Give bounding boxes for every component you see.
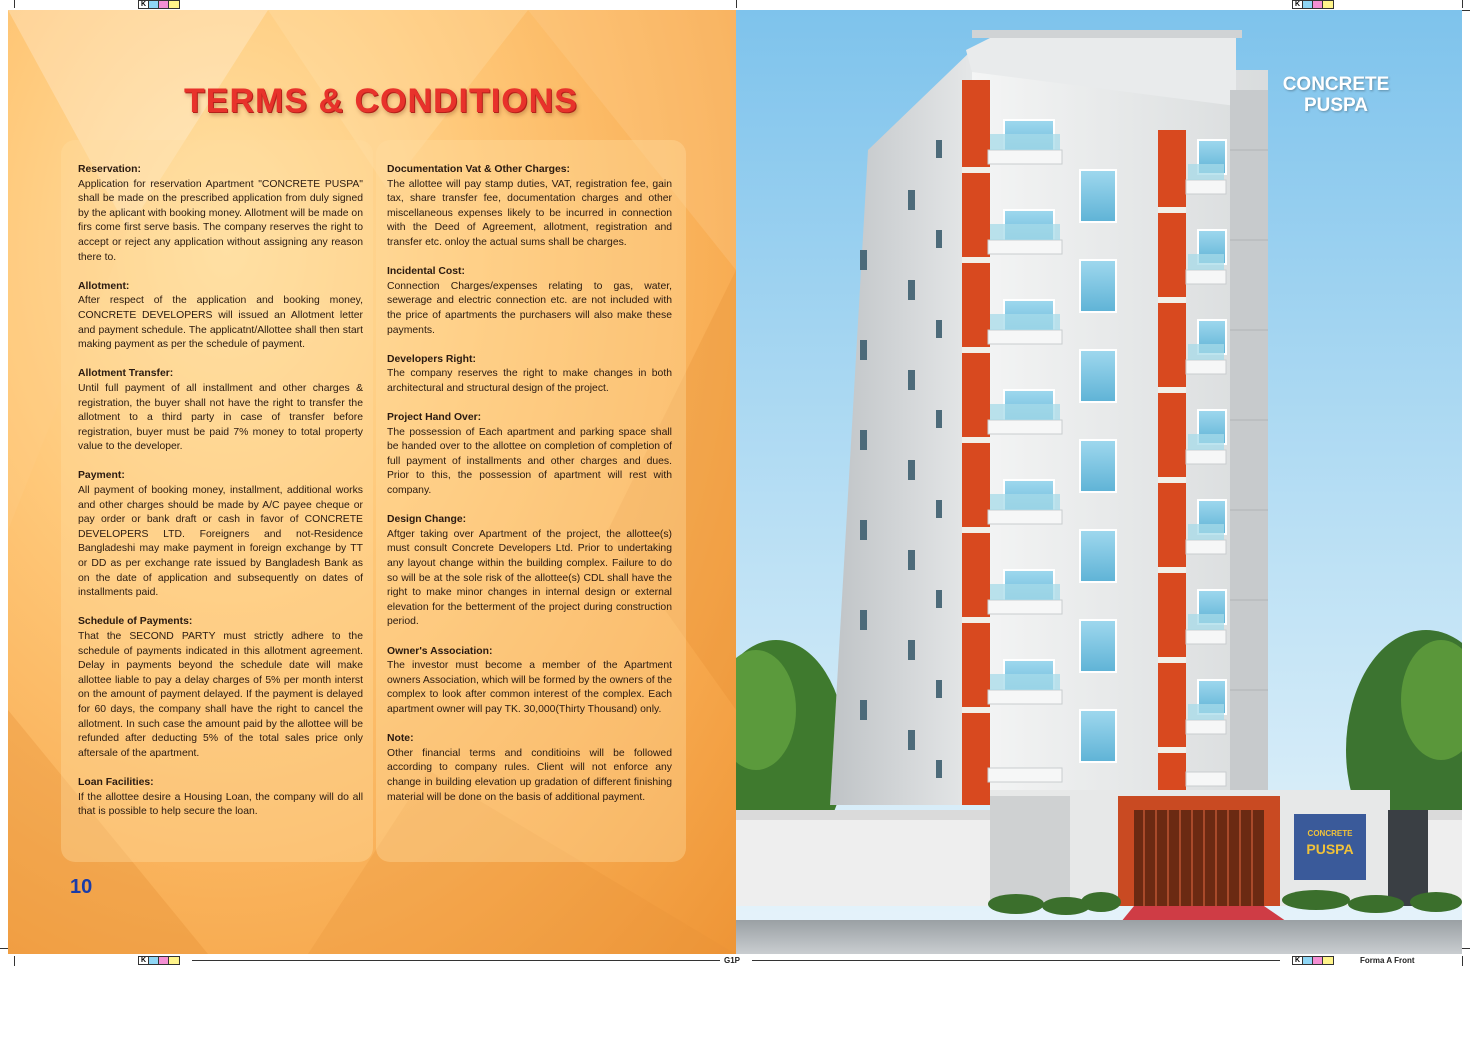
section-heading: Allotment: [78, 280, 130, 292]
section-heading: Note: [387, 733, 414, 745]
terms-section [387, 163, 672, 251]
crop-mark [1462, 948, 1470, 949]
color-bar-k: K [139, 1, 149, 8]
color-bar-k: K [1293, 957, 1303, 964]
color-bar-k: K [1293, 1, 1303, 8]
bottom-right-color-bar [1292, 956, 1334, 965]
road [736, 920, 1462, 954]
section-heading: Documentation Vat & Other Charges: [387, 164, 571, 175]
forma-label: Forma A Front [1360, 956, 1415, 965]
crop-mark [736, 0, 737, 8]
terms-section [387, 265, 672, 338]
building-illustration [736, 10, 1462, 954]
section-heading: Owner's Association: [387, 645, 493, 657]
crop-mark [1462, 956, 1463, 966]
brick-column-right [1158, 130, 1186, 805]
project-name [1256, 74, 1416, 116]
section-body: After respect of the application and booking money, CONCRETE DEVELOPERS will issued an Allotment letter and payment schedule. The applicatnt/Allottee shall then start making payment as per the schedule of payment. [78, 295, 363, 351]
section-body: Until full payment of all installment and other charges & registration, the buyer shall not have the right to transfer the allotment to a third party in case of transfer before registration, buyer must be paid 7% money to total property value to the developer. [78, 382, 363, 453]
crop-mark [1462, 10, 1470, 11]
terms-section [78, 615, 363, 761]
crop-mark [1462, 0, 1463, 8]
section-heading: Project Hand Over: [387, 412, 482, 424]
sign-line2: PUSPA [1306, 841, 1354, 857]
footer-rule-left [192, 960, 720, 961]
section-body: Other financial terms and conditioins will be followed according to company rules. Client will not enforce any change in building elevation up gradation of different finishing material will be done on the basis of additional payment. [387, 747, 672, 803]
section-heading: Incidental Cost: [387, 266, 465, 278]
project-name-line1: CONCRETE [1282, 74, 1390, 95]
section-body: That the SECOND PARTY must strictly adhere to the schedule of payments indicated in this allotment agreement. Delay in payments beyond the schedule date will make allottee liable to pay a delay charges of 5% per month interst on the amount of payment delayed. If the payment is delayed for 60 days, the company shall have the right to cancel the allotment. In such case the amount paid by the allottee will be refunded after deducting 5% of the total sales price only aftersale of the apartment. [78, 631, 363, 759]
crop-mark [14, 0, 15, 8]
section-body: The allottee will pay stamp duties, VAT, registration fee, gain tax, share transfer fee, documentation charges and other miscellaneous expenses likely to be incurred in connection with the Deed of Agreement, allotment, registration and transfer etc. onloy the actual sums shall be charges. [387, 178, 672, 248]
terms-section [78, 280, 363, 353]
section-heading: Developers Right: [387, 353, 476, 365]
sign-line1: CONCRETE [1307, 829, 1353, 838]
project-name-line2: PUSPA [1303, 95, 1369, 116]
terms-section [387, 353, 672, 397]
tile-column [1230, 90, 1268, 805]
terms-section [78, 776, 363, 820]
bottom-left-color-bar [138, 956, 180, 965]
terms-section [78, 469, 363, 600]
terms-section [387, 645, 672, 718]
terms-page [8, 10, 736, 954]
terms-right-column [387, 163, 672, 820]
terms-section [78, 163, 363, 265]
top-right-color-bar [1292, 0, 1334, 9]
section-heading: Allotment Transfer: [78, 368, 174, 380]
building-rendering [736, 10, 1462, 954]
page-title: TERMS & CONDITIONS [184, 82, 578, 120]
section-heading: Reservation: [78, 164, 141, 175]
section-heading: Payment: [78, 470, 125, 482]
terms-section [387, 513, 672, 630]
section-body: The company reserves the right to make changes in both architectural and structural design of the project. [387, 368, 672, 394]
gate [1134, 810, 1264, 906]
crop-mark [14, 956, 15, 966]
section-heading: Loan Facilities: [78, 776, 154, 788]
section-body: All payment of booking money, installment, additional works and other charges should be made by A/C payee cheque or pay order or bank draft or cash in favor of CONCRETE DEVELOPERS LTD. Foreigners and not-Residence Bangladeshi may make payment in foreign exchange by TT or DD as per exchange rate issued by Bangladesh Bank as on the date of application and subsequently on dates of installments paid. [78, 485, 363, 599]
section-body: If the allottee desire a Housing Loan, the company will do all that is possible to help secure the loan. [78, 791, 363, 818]
terms-section [78, 367, 363, 455]
terms-section [387, 732, 672, 805]
section-heading: Design Change: [387, 514, 467, 526]
terms-left-column [78, 163, 363, 834]
page-number: 10 [70, 876, 93, 898]
footer-rule-right [752, 960, 1280, 961]
center-mark-label: G1P [724, 956, 741, 965]
crop-mark [0, 948, 8, 949]
section-body: The possession of Each apartment and parking space shall be handed over to the allottee on completion of completion of full payment of installments and other charges and dues. Prior to this, the possession of apartment will rest with company. [387, 426, 672, 497]
color-bar-k: K [139, 957, 149, 964]
section-body: The investor must become a member of the Apartment owners Association, which will be formed by the owners of the complex to look after common interest of the complex. Each apartment owner will pay TK. 30,000(Thirty Thousand) only. [387, 660, 672, 715]
section-body: Connection Charges/expenses relating to gas, water, sewerage and electric connection etc. are not included with the price of apartments the purchasers will also make these payments. [387, 280, 672, 336]
section-body: Application for reservation Apartment "CONCRETE PUSPA" shall be made on the prescribed application from duly signed by the aplicant with booking money. Allotment will be made on firs come first serve basis. The company reserves the right to accept or reject any application without assigning any reason there to. [78, 178, 363, 263]
section-body: Aftger taking over Apartment of the project, the allottee(s) must consult Concrete Developers Ltd. Prior to undertaking any layout change within the building complex. Failure to do so will be at the sole risk of the allottee(s) CDL shall have the right to make minor changes in internal design or external elevation for the betterment of the project during construction period. [387, 528, 672, 628]
top-left-color-bar [138, 0, 180, 9]
terms-section [387, 411, 672, 499]
section-heading: Schedule of Payments: [78, 616, 193, 628]
